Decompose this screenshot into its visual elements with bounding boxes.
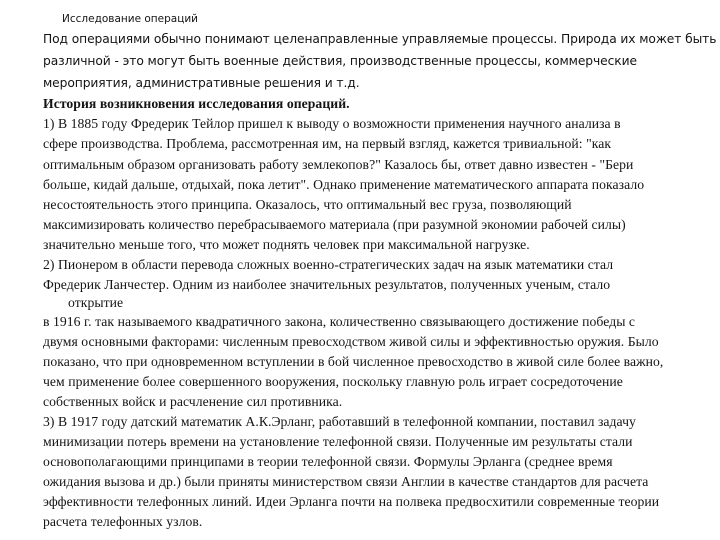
history-line: расчета телефонных узлов. (43, 514, 203, 529)
intro-line: различной - это могут быть военные действия, производственные процессы, коммерческие (43, 54, 637, 68)
intro-line: Под операциями обычно понимают целенаправленные управляемые процессы. Природа их может быть (43, 32, 717, 46)
intro-line: мероприятия, административные решения и т.д. (43, 76, 360, 90)
history-line: значительно меньше того, что может поднять человек при максимальной нагрузке. (43, 237, 530, 252)
history-line: 3) В 1917 году датский математик А.К.Эрланг, работавший в телефонной компании, поставил задачу (43, 414, 636, 429)
history-line: основополагающими принципами в теории телефонной связи. Формулы Эрланга (среднее время (43, 454, 613, 469)
history-line: оптимальным образом организовать работу землекопов?" Казалось бы, ответ давно известен - "Бери (43, 157, 634, 172)
history-line: двумя основными факторами: численным превосходством живой силы и эффективностью оружия. Было (43, 334, 659, 349)
history-line: Фредерик Ланчестер. Одним из наиболее значительных результатов, полученных ученым, стало (43, 277, 611, 292)
history-line: несостоятельность этого принципа. Оказалось, что оптимальный вес груза, позволяющий (43, 197, 572, 212)
history-line: собственных войск и расчленение сил противника. (43, 394, 343, 409)
history-line: чем применение более совершенного вооружения, поскольку главную роль играет сосредоточение (43, 374, 623, 389)
history-line: показано, что при одновременном вступлении в бой численное превосходство в живой силе более важно, (43, 354, 664, 369)
slide-title: Исследование операций (62, 13, 199, 25)
history-line: ожидания вызова и др.) были приняты министерством связи Англии в качестве стандартов для расчета (43, 474, 649, 489)
history-line: в 1916 г. так называемого квадратичного закона, количественно связывающего достижение победы с (43, 314, 636, 329)
history-line: минимизации потерь времени на установление телефонной связи. Полученные им результаты стали (43, 434, 633, 449)
history-line: эффективности телефонных линий. Идеи Эрланга почти на полвека предвосхитили современные теории (43, 494, 660, 509)
history-line: 2) Пионером в области перевода сложных военно-стратегических задач на язык математики стал (43, 257, 614, 272)
history-line: 1) В 1885 году Фредерик Тейлор пришел к выводу о возможности применения научного анализа в (43, 116, 621, 131)
history-line: больше, кидай дальше, отдыхай, пока летит". Однако применение математического аппарата показало (43, 177, 645, 192)
history-heading: История возникновения исследования операций. (43, 96, 350, 111)
history-line: открытие (68, 295, 124, 310)
history-line: сфере производства. Проблема, рассмотренная им, на первый взгляд, кажется тривиальной: "как (43, 136, 612, 151)
history-line: максимизировать количество перебрасываемого материала (при разумной экономии рабочей силы) (43, 217, 626, 232)
